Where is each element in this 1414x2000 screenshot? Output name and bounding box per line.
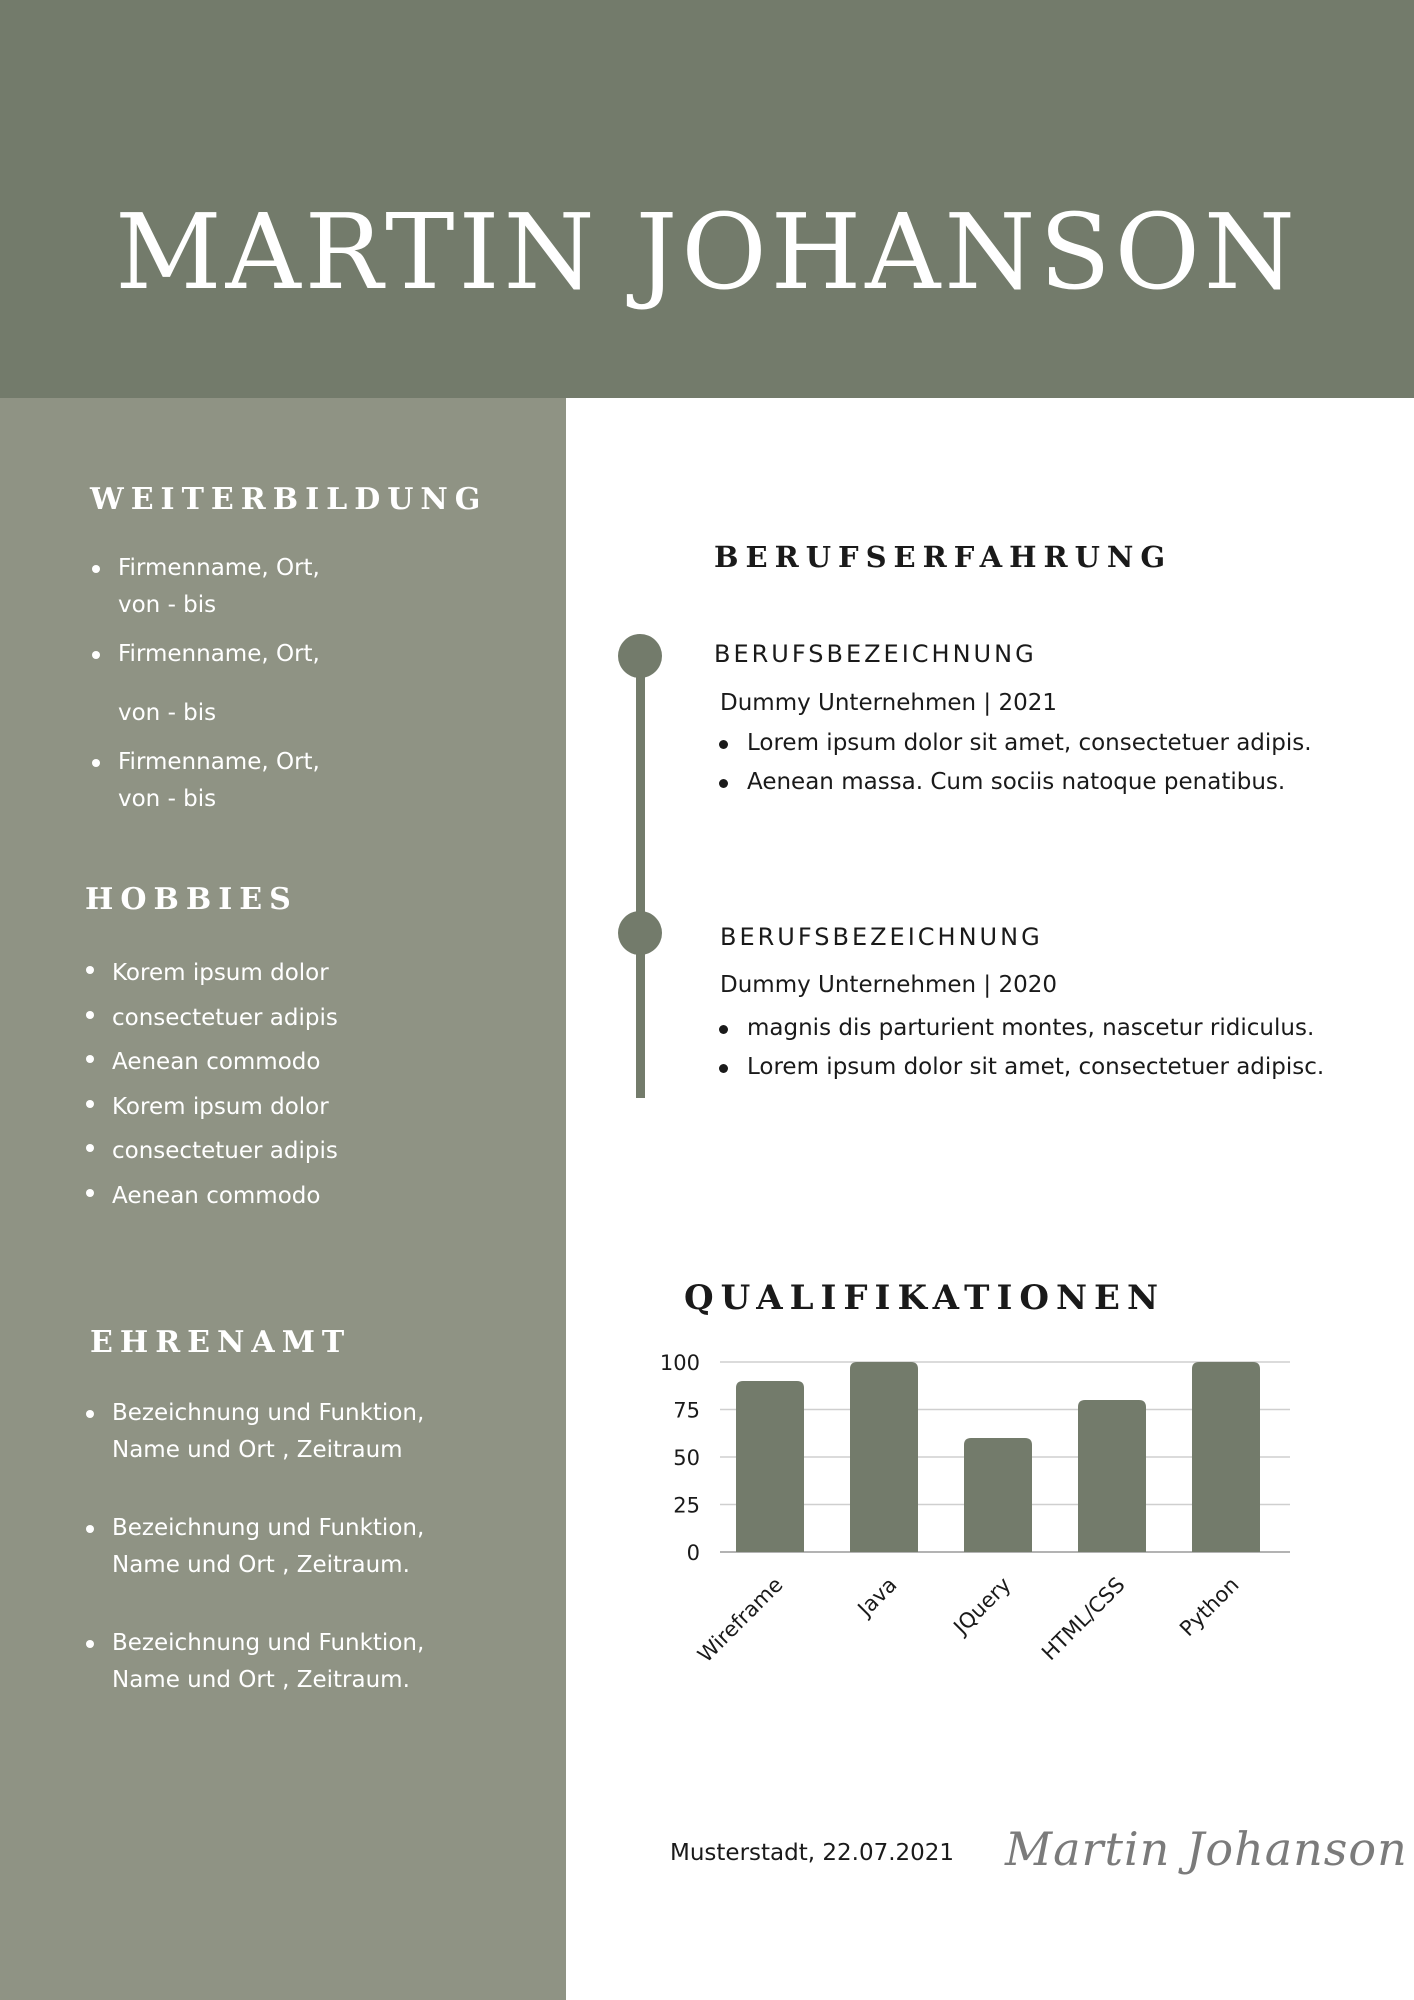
list-item-line: Bezeichnung und Funktion,	[112, 1630, 425, 1656]
list-item-line: Firmenname, Ort,	[118, 555, 320, 581]
x-tick-label: Python	[1175, 1572, 1244, 1642]
list-item: Lorem ipsum dolor sit amet, consectetuer adipis.	[719, 724, 1312, 763]
bar-wireframe	[736, 1381, 804, 1552]
list-item: Aenean massa. Cum sociis natoque penatibus.	[719, 763, 1312, 802]
x-tick-label: JQuery	[949, 1572, 1016, 1640]
x-tick-label: HTML/CSS	[1037, 1572, 1130, 1666]
job-bullets	[719, 1009, 1324, 1087]
list-item: magnis dis parturient montes, nascetur ridiculus.	[719, 1009, 1324, 1048]
job-bullets	[719, 724, 1312, 802]
job-company: Dummy Unternehmen | 2020	[720, 972, 1057, 998]
x-tick-label: Java	[853, 1572, 902, 1621]
header-banner	[0, 0, 1414, 398]
list-item-line: Bezeichnung und Funktion,	[112, 1400, 425, 1426]
list-item-line: von - bis	[118, 786, 217, 812]
list-item: Korem ipsum dolor	[84, 1085, 338, 1130]
list-item-line: Bezeichnung und Funktion,	[112, 1515, 425, 1541]
list-item: consectetuer adipis	[84, 1129, 338, 1174]
list-item	[84, 1395, 424, 1469]
y-tick-label: 100	[659, 1351, 700, 1375]
list-item	[90, 550, 320, 624]
list-item	[90, 744, 320, 818]
list-item	[84, 1510, 424, 1584]
weiterbildung-list	[90, 550, 320, 818]
sidebar	[0, 398, 566, 2000]
weiterbildung-title: WEITERBILDUNG	[90, 482, 488, 517]
list-item-line: Firmenname, Ort,	[118, 749, 320, 775]
ehrenamt-title: EHRENAMT	[90, 1325, 352, 1360]
list-item: Aenean commodo	[84, 1040, 338, 1085]
timeline-line	[636, 640, 645, 1098]
bar-html-css	[1078, 1400, 1146, 1552]
hobbies-list	[84, 951, 338, 1218]
list-item: Aenean commodo	[84, 1174, 338, 1219]
list-item-line: von - bis	[118, 700, 217, 726]
bar-java	[850, 1362, 918, 1552]
y-tick-label: 50	[673, 1446, 700, 1470]
job-title: BERUFSBEZEICHNUNG	[714, 640, 1037, 668]
y-tick-label: 0	[686, 1541, 700, 1565]
list-item: Lorem ipsum dolor sit amet, consectetuer adipisc.	[719, 1048, 1324, 1087]
ehrenamt-list	[84, 1395, 424, 1699]
list-item-line: von - bis	[118, 592, 217, 618]
bar-jquery	[964, 1438, 1032, 1552]
berufserfahrung-title: BERUFSERFAHRUNG	[714, 540, 1173, 574]
job-company: Dummy Unternehmen | 2021	[720, 690, 1057, 716]
list-item	[90, 636, 320, 732]
qualifikationen-title: QUALIFIKATIONEN	[684, 1278, 1166, 1318]
y-tick-label: 25	[673, 1493, 700, 1518]
signature: Martin Johanson	[1005, 1822, 1408, 1876]
list-item-line: Firmenname, Ort,	[118, 641, 320, 667]
job-title: BERUFSBEZEICHNUNG	[720, 923, 1043, 951]
skills-bar-chart	[640, 1340, 1300, 1700]
list-item-line: Name und Ort , Zeitraum	[112, 1437, 403, 1463]
timeline-dot	[618, 634, 662, 678]
y-tick-label: 75	[673, 1398, 700, 1423]
place-date: Musterstadt, 22.07.2021	[670, 1840, 955, 1866]
bar-python	[1192, 1362, 1260, 1552]
list-item	[84, 1625, 424, 1699]
list-item-line: Name und Ort , Zeitraum.	[112, 1667, 410, 1693]
timeline-dot	[618, 911, 662, 955]
hobbies-title: HOBBIES	[85, 882, 298, 917]
x-tick-label: Wireframe	[693, 1572, 788, 1667]
list-item: consectetuer adipis	[84, 996, 338, 1041]
list-item-line: Name und Ort , Zeitraum.	[112, 1552, 410, 1578]
list-item: Korem ipsum dolor	[84, 951, 338, 996]
candidate-name: MARTIN JOHANSON	[115, 190, 1299, 313]
